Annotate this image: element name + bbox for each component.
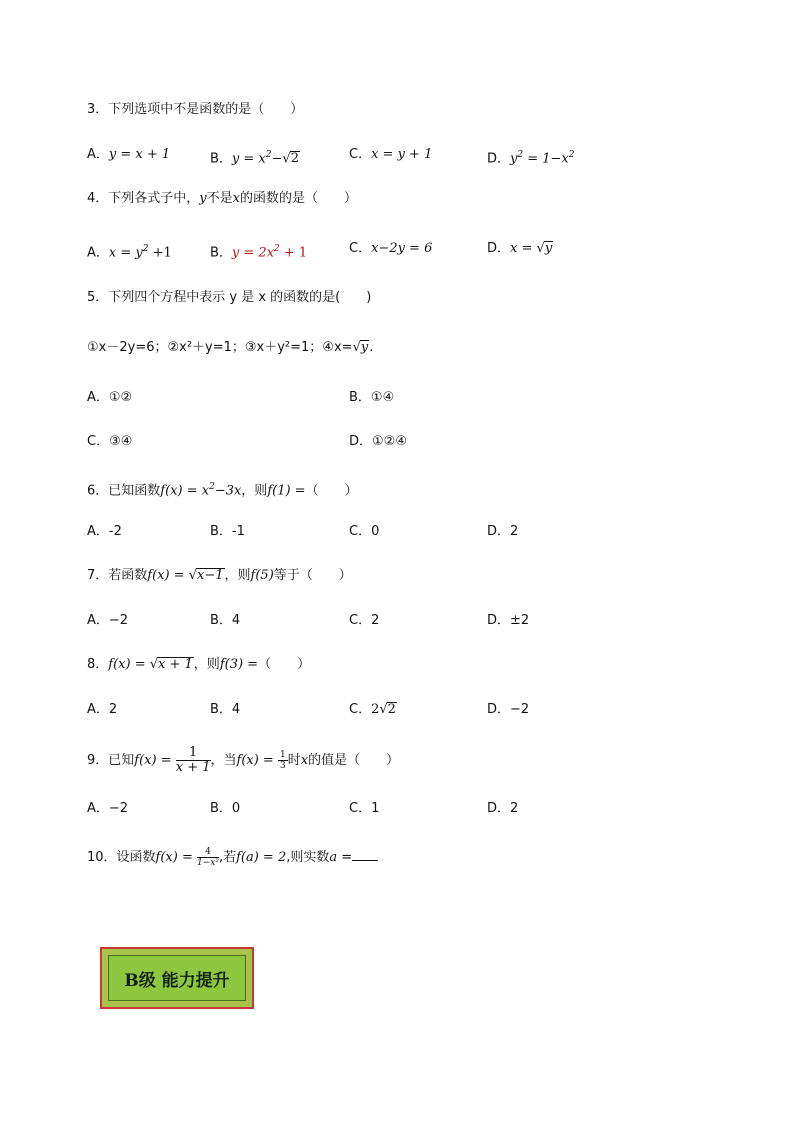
q10-stem: 10．设函数f(x) = $\frac{4}{\text{1−x²}}$ ,若f(a) = 2,则实数a = [87, 844, 378, 872]
q5-equations: ①x－2y=6；②x²＋y=1；③x＋y²=1；④x=√y. [87, 340, 374, 355]
q9-fraction: $\frac{1}{x + 1}$ [175, 745, 211, 775]
q9-stem: 9．已知f(x) = $\frac{1}{x + 1}$ ，当f(x) = $\frac{1}{3}$ 时x的值是（ ） [87, 745, 400, 775]
q3-stem: 3．下列选项中不是函数的是（ ） [87, 102, 304, 117]
q5-option-b: B．①④ [349, 390, 395, 405]
q3-option-b: B．$y = x^2-√2$ [210, 150, 299, 167]
q4-option-a: A．$x = y^2 +1$ [87, 244, 172, 261]
q3-option-d: D．$y^2 = 1-x^2$ [487, 150, 575, 167]
q6-option-c: C．0 [349, 524, 380, 539]
q7-option-d: D．±2 [487, 613, 530, 628]
q9-option-d: D．2 [487, 801, 519, 816]
q3-option-c: C．x = y + 1 [349, 147, 433, 162]
q6-option-b: B．-1 [210, 524, 245, 539]
q4-option-c: C．x−2y = 6 [349, 241, 433, 256]
q6-option-d: D．2 [487, 524, 519, 539]
q9-fraction-small: $\frac{1}{3}$ [279, 750, 286, 771]
q5-option-a: A．①② [87, 390, 133, 405]
q5-option-c: C．③④ [87, 434, 133, 449]
q8-option-c: C．2√2 [349, 702, 396, 717]
q9-option-b: B．0 [210, 801, 241, 816]
q7-stem: 7．若函数f(x) = √x−1，则f(5)等于（ ） [87, 568, 352, 583]
q10-fraction: $\frac{4}{\text{1−x²}}$ [197, 847, 219, 868]
section-badge-label: B级 能力提升 [108, 955, 246, 1001]
q9-option-c: C．1 [349, 801, 380, 816]
q5-option-d: D．①②④ [349, 434, 407, 449]
q4-option-d: D．x = √y [487, 241, 553, 256]
q4-option-b: B．$y = 2x^2 + 1$ [210, 244, 308, 261]
q7-option-c: C．2 [349, 613, 380, 628]
q7-option-a: A．−2 [87, 613, 129, 628]
q8-option-b: B．4 [210, 702, 241, 717]
section-badge [100, 947, 254, 1009]
q6-option-a: A．-2 [87, 524, 122, 539]
q8-option-d: D．−2 [487, 702, 530, 717]
q10-answer-blank [352, 848, 378, 861]
q4-stem: 4．下列各式子中，y不是x的函数的是（ ） [87, 191, 358, 206]
q8-stem: 8．f(x) = √x + 1，则f(3) =（ ） [87, 657, 311, 672]
q7-option-b: B．4 [210, 613, 241, 628]
q3-option-a: A．y = x + 1 [87, 147, 171, 162]
q5-stem: 5．下列四个方程中表示 y 是 x 的函数的是( ) [87, 290, 372, 305]
q9-option-a: A．−2 [87, 801, 129, 816]
q6-stem: 6．已知函数$f(x) = x^2-3x$，则f(1) =（ ） [87, 482, 358, 499]
q8-option-a: A．2 [87, 702, 118, 717]
